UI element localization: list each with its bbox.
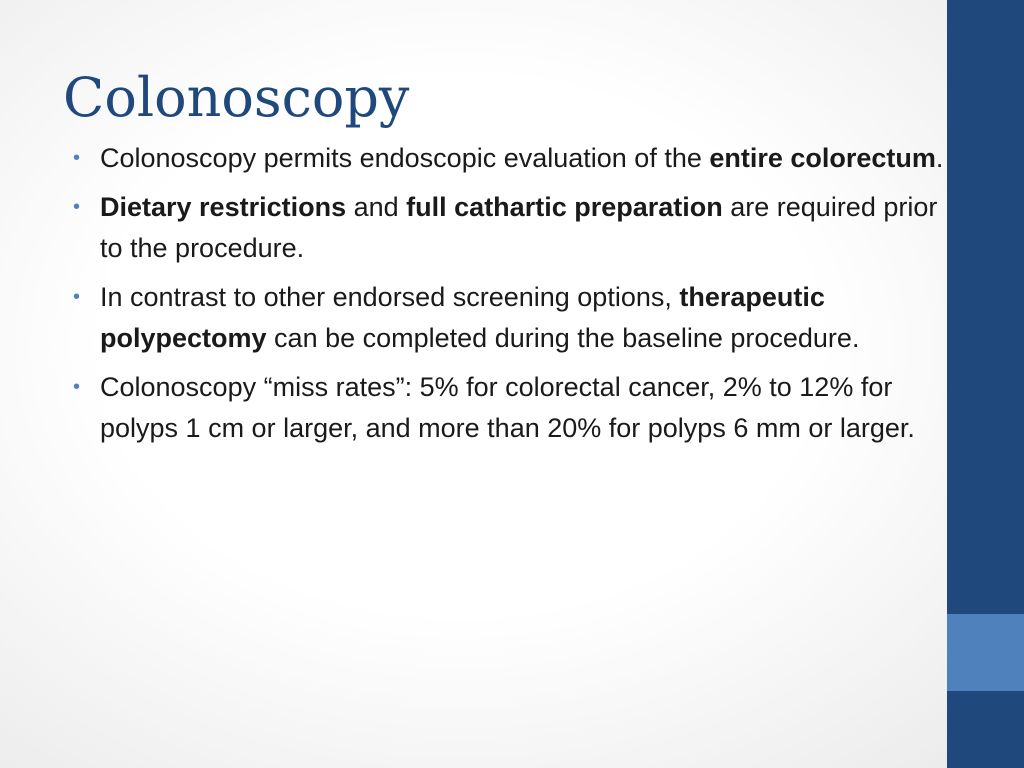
- bullet-text: can be completed during the baseline procedure.: [266, 323, 860, 353]
- bullet-item: [72, 367, 956, 449]
- bullet-text: In contrast to other endorsed screening options,: [100, 282, 680, 312]
- bullet-item: [72, 187, 956, 269]
- slide-title: Colonoscopy: [63, 66, 410, 129]
- bullet-text: and: [346, 192, 407, 222]
- bullet-text: .: [935, 143, 944, 173]
- bullet-item: [72, 277, 956, 359]
- bullet-dot-icon: •: [73, 147, 81, 169]
- side-bar-accent-block: [947, 614, 1024, 691]
- bullet-list: [72, 138, 956, 457]
- bullet-text: are required prior to the procedure.: [100, 192, 938, 263]
- bullet-bold-text: therapeutic polypectomy: [100, 282, 825, 353]
- bullet-bold-text: Dietary restrictions: [100, 192, 347, 222]
- bullet-dot-icon: •: [73, 196, 81, 218]
- bullet-dot-icon: •: [73, 286, 81, 308]
- bullet-item: [72, 138, 956, 179]
- bullet-text: Colonoscopy permits endoscopic evaluation of the: [100, 143, 710, 173]
- bullet-text: Colonoscopy “miss rates”: 5% for colorectal cancer, 2% to 12% for polyps 1 cm or larger, and more than 20% for polyps 6 mm or larger.: [100, 372, 915, 443]
- bullet-bold-text: entire colorectum: [709, 143, 936, 173]
- bullet-dot-icon: •: [73, 376, 81, 398]
- bullet-bold-text: full cathartic preparation: [406, 192, 723, 222]
